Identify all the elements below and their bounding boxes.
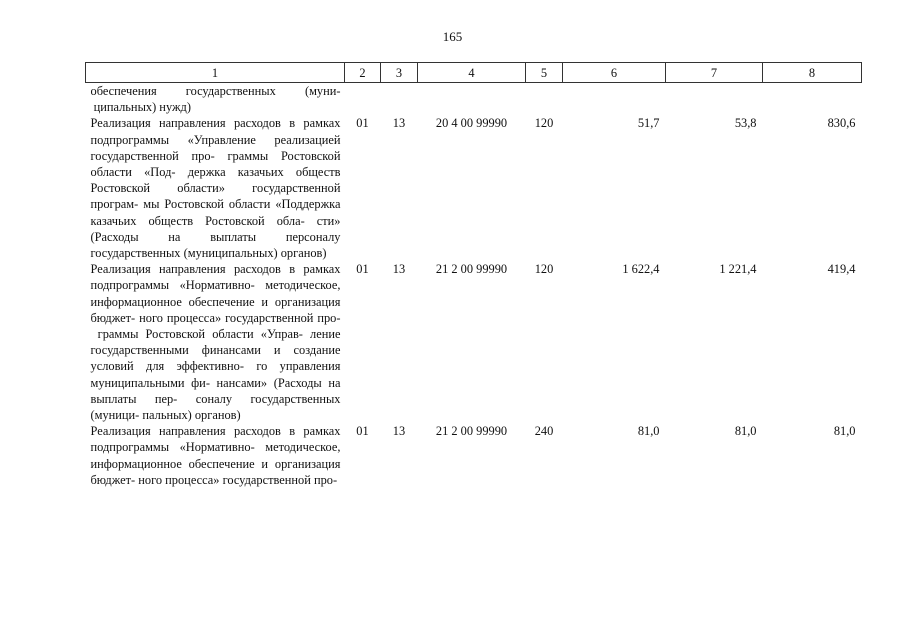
table-row (86, 261, 862, 423)
amount-col-6-cell: 81,0 (637, 424, 660, 439)
row-name-cell: Реализация направления расходов в рамках подпрограммы «Управление реализацией государственной про- граммы Ростовской области «Под- держка казачьих обществ Ростовской области» государственной програм- мы Ростовской области «Поддержка казачьих обществ Ростовской обла- сти» (Расходы на выплаты персоналу государственных (муниципальных) органов) (90, 116, 341, 261)
subsection-code-cell: 13 (392, 116, 406, 131)
page-number: 165 (442, 29, 463, 44)
budget-table (85, 62, 862, 488)
expense-type-cell: 120 (534, 262, 554, 277)
subsection-code-cell: 13 (392, 424, 406, 439)
header-col-4: 4 (418, 63, 526, 83)
amount-col-7-cell: 81,0 (734, 424, 757, 439)
amount-col-8-cell: 81,0 (833, 424, 856, 439)
amount-col-6-cell: 1 622,4 (622, 262, 660, 277)
table-row (86, 115, 862, 261)
expense-type-cell: 120 (534, 116, 554, 131)
target-article-cell: 21 2 00 99990 (435, 262, 508, 277)
target-article-cell: 21 2 00 99990 (435, 424, 508, 439)
amount-col-7-cell: 1 221,4 (719, 262, 757, 277)
header-col-3: 3 (381, 63, 418, 83)
amount-col-8-cell: 419,4 (827, 262, 856, 277)
row-name-cell: обеспечения государственных (муни- ципальных) нужд) (90, 84, 341, 115)
row-name-cell: Реализация направления расходов в рамках подпрограммы «Нормативно- методическое, информационное обеспечение и организация бюджет- ного процесса» государственной про- (90, 424, 341, 487)
section-code-cell: 01 (356, 424, 369, 439)
table-row (86, 423, 862, 488)
header-col-5: 5 (526, 63, 563, 83)
header-col-1: 1 (86, 63, 345, 83)
header-col-6: 6 (563, 63, 666, 83)
section-code-cell: 01 (356, 262, 369, 277)
subsection-code-cell: 13 (392, 262, 406, 277)
header-col-7: 7 (666, 63, 763, 83)
table-row-continuation (86, 83, 862, 116)
table-header-row (86, 63, 862, 83)
header-col-8: 8 (763, 63, 862, 83)
header-col-2: 2 (345, 63, 381, 83)
row-name-cell: Реализация направления расходов в рамках подпрограммы «Нормативно- методическое, информационное обеспечение и организация бюджет- ного процесса» государственной про- граммы Ростовской области «Управ- ление государственными финансами и создание условий для эффективно- го управления муниципальными фи- нансами» (Расходы на выплаты пер- соналу государственных (муници- пальных) органов) (90, 262, 341, 423)
target-article-cell: 20 4 00 99990 (435, 116, 508, 131)
amount-col-7-cell: 53,8 (734, 116, 757, 131)
expense-type-cell: 240 (534, 424, 554, 439)
section-code-cell: 01 (356, 116, 369, 131)
amount-col-8-cell: 830,6 (827, 116, 856, 131)
amount-col-6-cell: 51,7 (637, 116, 660, 131)
